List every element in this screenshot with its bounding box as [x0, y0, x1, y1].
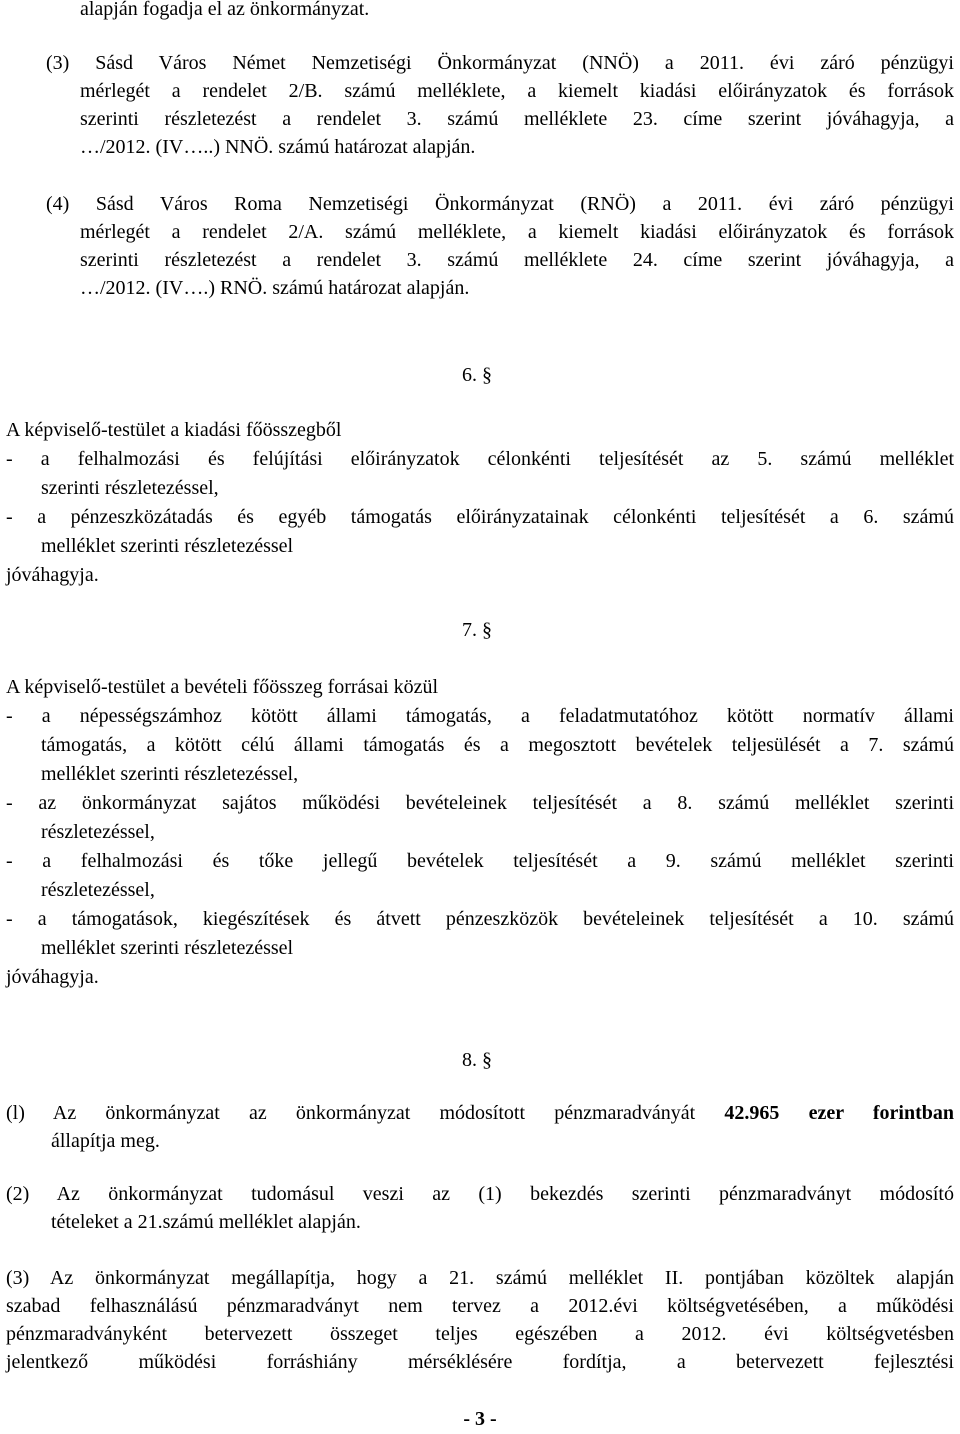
paragraph-4-line-1: (4) Sásd Város Roma Nemzetiségi Önkormányzat (RNÖ) a 2011. évi záró pénzügyi [46, 193, 954, 215]
section-8-paragraph-3-line-1: (3) Az önkormányzat megállapítja, hogy a 21. számú melléklet II. pontjában közöltek alapján [6, 1267, 954, 1289]
paragraph-4-line-2: mérlegét a rendelet 2/A. számú melléklete, a kiemelt kiadási előirányzatok és források [80, 221, 954, 243]
pénzmaradvány-amount: 42.965 ezer forintban [724, 1102, 954, 1124]
paragraph-1-text: (l) Az önkormányzat az önkormányzat módosított pénzmaradványát [6, 1102, 696, 1124]
section-7-bullet-4-line-2: melléklet szerinti részletezéssel [41, 937, 294, 959]
section-6-bullet-1-line-1: - a felhalmozási és felújítási előirányzatok célonkénti teljesítését az 5. számú melléklet [6, 448, 954, 470]
paragraph-3-line-2: mérlegét a rendelet 2/B. számú melléklete, a kiemelt kiadási előirányzatok és források [80, 80, 954, 102]
section-8-paragraph-1-line-1 [6, 1100, 954, 1126]
section-6-heading: 6. § [462, 364, 492, 386]
section-8-paragraph-2-line-2: tételeket a 21.számú melléklet alapján. [51, 1211, 361, 1233]
paragraph-4-line-4: …/2012. (IV….) RNÖ. számú határozat alapján. [80, 277, 470, 299]
paragraph-3-line-1: (3) Sásd Város Német Nemzetiségi Önkormányzat (NNÖ) a 2011. évi záró pénzügyi [46, 52, 954, 74]
section-8-paragraph-3-line-3: pénzmaradványként betervezett összeget teljes egészében a 2012. évi költségvetésben [6, 1323, 954, 1345]
page-number: - 3 - [463, 1408, 497, 1430]
paragraph-3-line-4: …/2012. (IV…..) NNÖ. számú határozat alapján. [80, 136, 476, 158]
section-6-bullet-2-line-2: melléklet szerinti részletezéssel [41, 535, 294, 557]
paragraph-4-line-3: szerinti részletezést a rendelet 3. számú melléklete 24. címe szerint jóváhagyja, a [80, 249, 954, 271]
section-6-intro: A képviselő-testület a kiadási főösszegből [6, 419, 342, 441]
section-6-closing: jóváhagyja. [6, 564, 99, 586]
section-7-bullet-1-line-3: melléklet szerinti részletezéssel, [41, 763, 299, 785]
paragraph-line: alapján fogadja el az önkormányzat. [80, 0, 370, 20]
section-8-paragraph-1-line-2: állapítja meg. [51, 1130, 160, 1152]
section-7-intro: A képviselő-testület a bevételi főösszeg forrásai közül [6, 676, 439, 698]
section-7-bullet-3-line-1: - a felhalmozási és tőke jellegű bevételek teljesítését a 9. számú melléklet szerinti [6, 850, 954, 872]
section-7-bullet-1-line-1: - a népességszámhoz kötött állami támogatás, a feladatmutatóhoz kötött normatív állami [6, 705, 954, 727]
section-8-paragraph-3-line-2: szabad felhasználású pénzmaradványt nem tervez a 2012.évi költségvetésében, a működési [6, 1295, 954, 1317]
section-7-bullet-1-line-2: támogatás, a kötött célú állami támogatás és a megosztott bevételek teljesülését a 7. számú [41, 734, 954, 756]
section-8-heading: 8. § [462, 1049, 492, 1071]
section-7-bullet-4-line-1: - a támogatások, kiegészítések és átvett pénzeszközök bevételeinek teljesítését a 10. számú [6, 908, 954, 930]
section-8-paragraph-2-line-1: (2) Az önkormányzat tudomásul veszi az (1) bekezdés szerinti pénzmaradványt módosító [6, 1183, 954, 1205]
paragraph-3-line-3: szerinti részletezést a rendelet 3. számú melléklete 23. címe szerint jóváhagyja, a [80, 108, 954, 130]
section-6-bullet-1-line-2: szerinti részletezéssel, [41, 477, 219, 499]
section-6-bullet-2-line-1: - a pénzeszközátadás és egyéb támogatás előirányzatainak célonkénti teljesítését a 6. számú [6, 506, 954, 528]
section-7-bullet-2-line-2: részletezéssel, [41, 821, 155, 843]
section-7-closing: jóváhagyja. [6, 966, 99, 988]
section-7-heading: 7. § [462, 619, 492, 641]
section-7-bullet-2-line-1: - az önkormányzat sajátos működési bevételeinek teljesítését a 8. számú melléklet szerinti [6, 792, 954, 814]
section-7-bullet-3-line-2: részletezéssel, [41, 879, 155, 901]
section-8-paragraph-3-line-4: jelentkező működési forráshiány mérséklésére fordítja, a betervezett fejlesztési [6, 1351, 954, 1373]
